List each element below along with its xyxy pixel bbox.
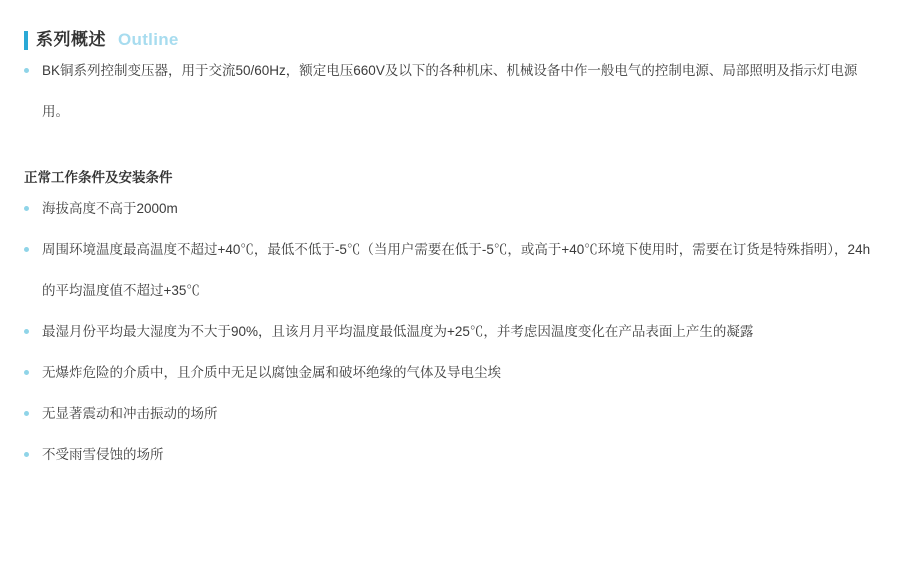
list-item: 无显著震动和冲击振动的场所 — [24, 393, 872, 434]
section-title-en: Outline — [118, 30, 179, 49]
document-page — [0, 30, 900, 578]
list-item: BK铜系列控制变压器，用于交流50/60Hz，额定电压660V及以下的各种机床、机械设备中作一般电气的控制电源、局部照明及指示灯电源用。 — [24, 50, 860, 132]
list-item: 海拔高度不高于2000m — [24, 188, 872, 229]
list-item: 无爆炸危险的介质中，且介质中无足以腐蚀金属和破坏绝缘的气体及导电尘埃 — [24, 352, 872, 393]
intro-list — [24, 50, 876, 132]
section-header — [24, 30, 876, 50]
section-title-cn: 系列概述 — [36, 30, 106, 49]
list-item: 不受雨雪侵蚀的场所 — [24, 434, 872, 475]
conditions-subtitle: 正常工作条件及安装条件 — [24, 170, 173, 185]
list-item: 周围环境温度最高温度不超过+40℃，最低不低于-5℃（当用户需要在低于-5℃，或高于+40℃环境下使用时，需要在订货是特殊指明），24h的平均温度值不超过+35℃ — [24, 229, 872, 311]
accent-bar-icon — [24, 31, 28, 50]
conditions-list — [24, 188, 876, 475]
list-item: 最湿月份平均最大湿度为不大于90%，且该月月平均温度最低温度为+25℃，并考虑因温度变化在产品表面上产生的凝露 — [24, 311, 872, 352]
